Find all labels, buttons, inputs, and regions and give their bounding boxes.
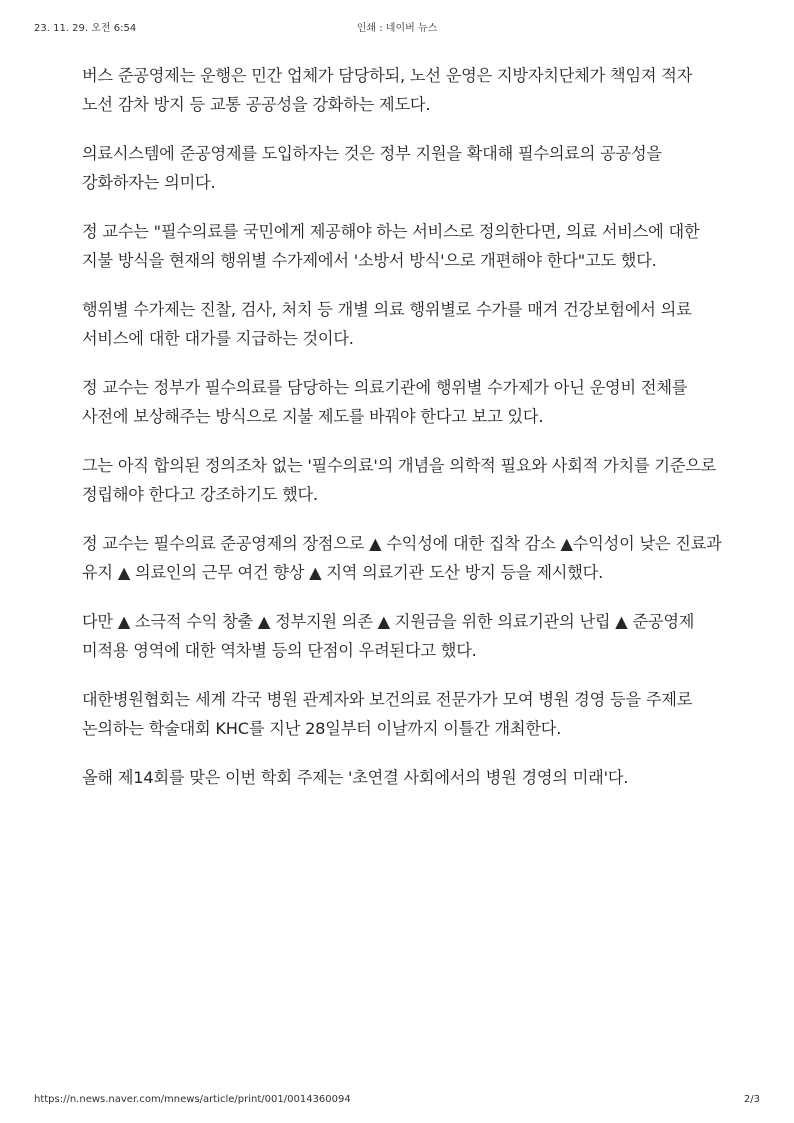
print-footer: [34, 1094, 760, 1110]
article-paragraph: 버스 준공영제는 운행은 민간 업체가 담당하되, 노선 운영은 지방자치단체가 책임져 적자 노선 감차 방지 등 교통 공공성을 강화하는 제도다.: [82, 66, 693, 114]
article-paragraph: 의료시스템에 준공영제를 도입하자는 것은 정부 지원을 확대해 필수의료의 공공성을 강화하자는 의미다.: [82, 144, 662, 192]
article-url: https://n.news.naver.com/mnews/article/print/001/0014360094: [34, 1094, 351, 1105]
article-paragraph: 정 교수는 정부가 필수의료를 담당하는 의료기관에 행위별 수가제가 아닌 운영비 전체를 사전에 보상해주는 방식으로 지불 제도를 바꿔야 한다고 보고 있다.: [82, 378, 688, 426]
article-body: [82, 62, 722, 814]
print-header: [34, 19, 760, 35]
print-timestamp: 23. 11. 29. 오전 6:54: [34, 23, 137, 34]
article-paragraph: 정 교수는 필수의료 준공영제의 장점으로 ▲ 수익성에 대한 집착 감소 ▲수익성이 낮은 진료과 유지 ▲ 의료인의 근무 여건 향상 ▲ 지역 의료기관 도산 방지 등을 제시했다.: [82, 534, 722, 582]
article-paragraph: 대한병원협회는 세계 각국 병원 관계자와 보건의료 전문가가 모여 병원 경영 등을 주제로 논의하는 학술대회 KHC를 지난 28일부터 이날까지 이틀간 개최한다.: [82, 690, 693, 738]
article-paragraph: 올해 제14회를 맞은 이번 학회 주제는 '초연결 사회에서의 병원 경영의 미래'다.: [82, 768, 629, 787]
article-paragraph: 다만 ▲ 소극적 수익 창출 ▲ 정부지원 의존 ▲ 지원금을 위한 의료기관의 난립 ▲ 준공영제 미적용 영역에 대한 역차별 등의 단점이 우려된다고 했다.: [82, 612, 695, 660]
article-paragraph: 행위별 수가제는 진찰, 검사, 처치 등 개별 의료 행위별로 수가를 매겨 건강보험에서 의료 서비스에 대한 대가를 지급하는 것이다.: [82, 300, 692, 348]
page-number: 2/3: [743, 1094, 760, 1105]
article-paragraph: 그는 아직 합의된 정의조차 없는 '필수의료'의 개념을 의학적 필요와 사회적 가치를 기준으로 정립해야 한다고 강조하기도 했다.: [82, 456, 717, 504]
print-page-title: 인쇄 : 네이버 뉴스: [356, 23, 438, 34]
article-paragraph: 정 교수는 "필수의료를 국민에게 제공해야 하는 서비스로 정의한다면, 의료 서비스에 대한 지불 방식을 현재의 행위별 수가제에서 '소방서 방식'으로 개편해야 한다"고도 했다.: [82, 222, 700, 270]
